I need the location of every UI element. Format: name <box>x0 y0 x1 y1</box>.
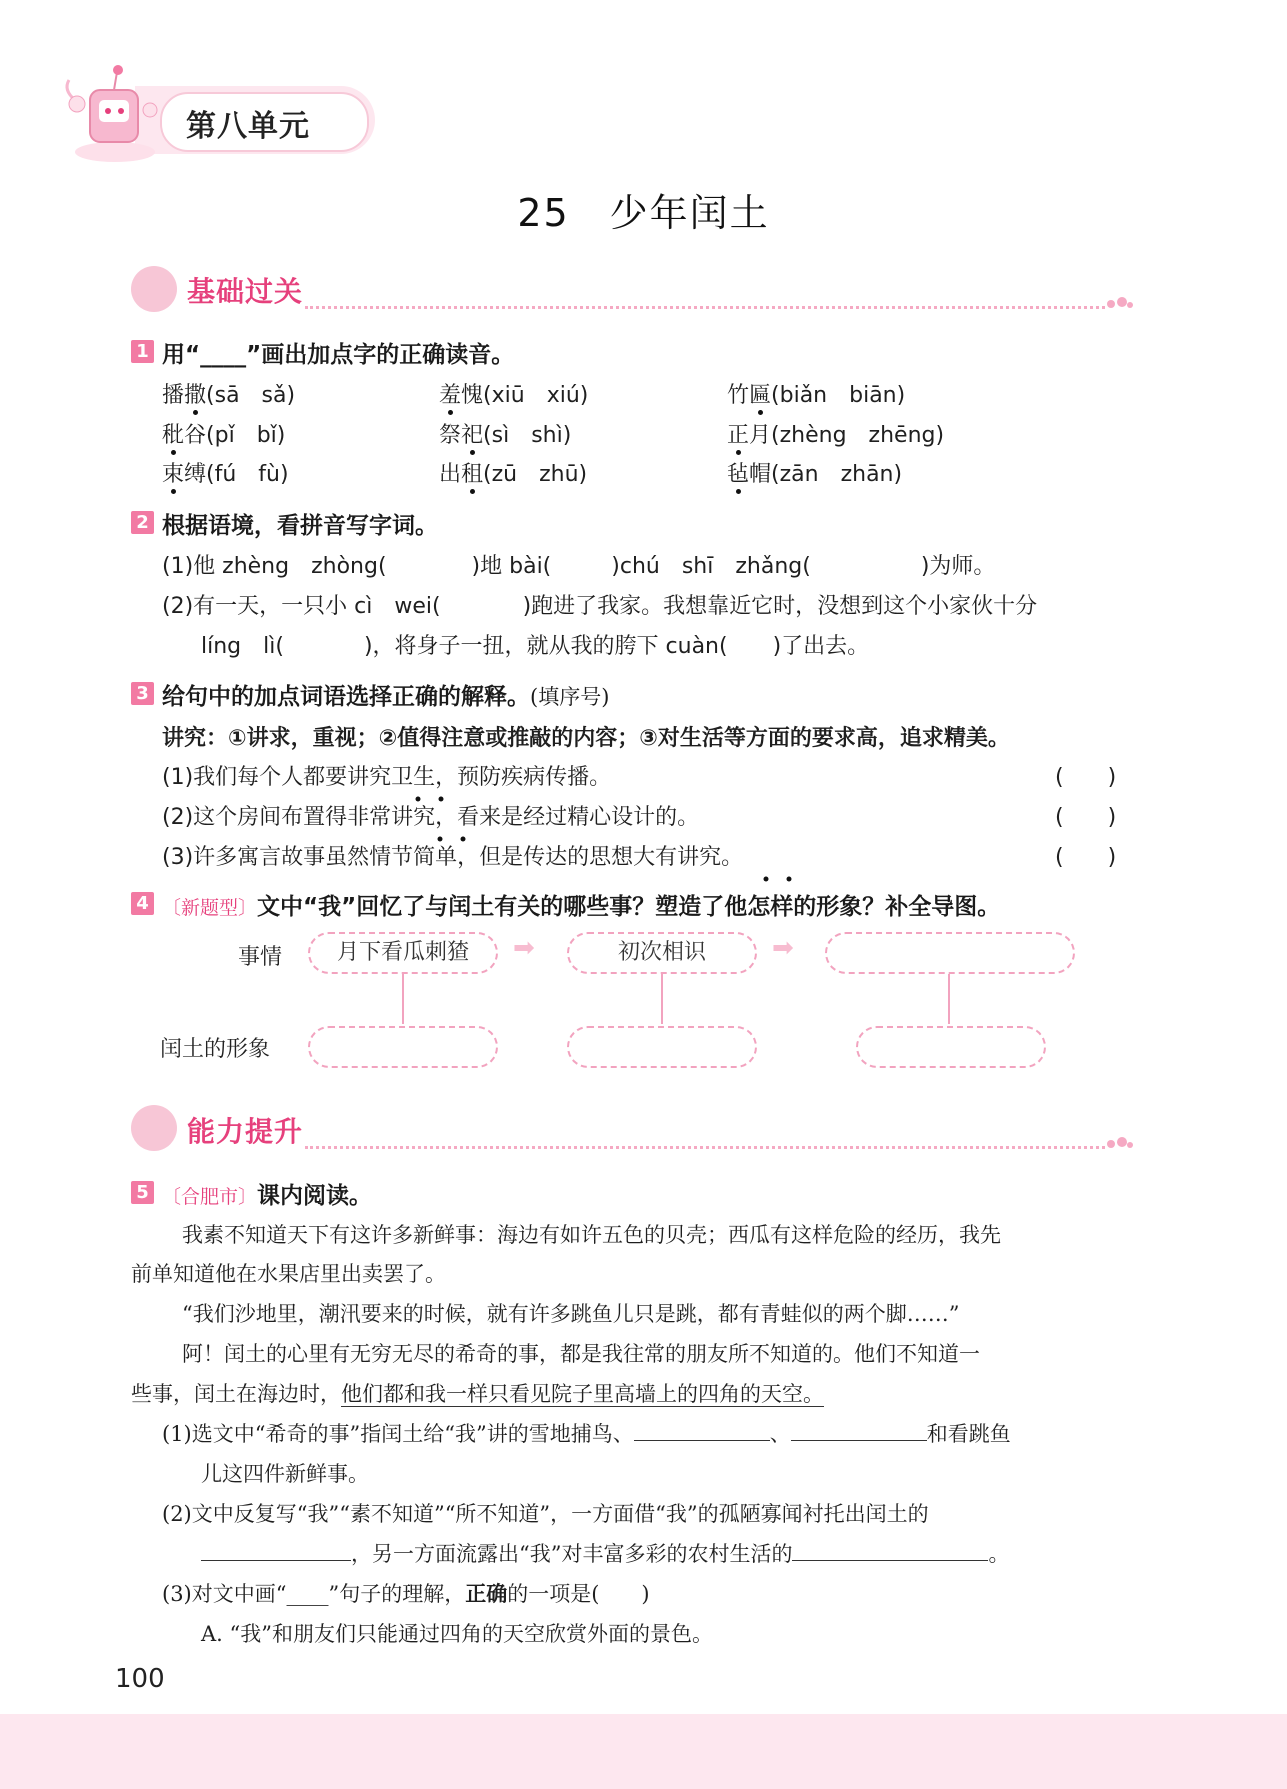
sentence-text: (2)这个房间布置得非常讲究，看来是经过精心设计的。 <box>162 805 700 830</box>
word-definition: 讲究：①讲求，重视；②值得注意或推敲的内容；③对生活等方面的要求高，追求精美。 <box>162 726 1010 751</box>
answer-blank[interactable] <box>791 1420 927 1441</box>
sentence-item <box>162 840 743 871</box>
image-box-blank[interactable] <box>308 1026 498 1068</box>
passage-paragraph: 我素不知道天下有这许多新鲜事：海边有如许五色的贝壳；西瓜有这样危险的经历，我先 <box>182 1223 1001 1247</box>
event-box-blank[interactable] <box>825 932 1075 974</box>
reading-item: 羞愧(xiū xiú) <box>439 383 589 408</box>
answer-blank[interactable] <box>634 1420 770 1441</box>
map-row-label-image: 闰土的形象 <box>160 1037 271 1062</box>
question-prompt: 用“____”画出加点字的正确读音。 <box>162 342 515 368</box>
passage-paragraph: 阿！闰土的心里有无穷无尽的希奇的事，都是我往常的朋友所不知道的。他们不知道一 <box>182 1342 980 1366</box>
question-number: 2 <box>131 511 154 534</box>
reading-item: 出租(zū zhū) <box>439 462 588 487</box>
question-tag: 〔合肥市〕 <box>162 1186 258 1208</box>
connector-line <box>948 974 950 1024</box>
reading-item: 竹匾(biǎn biān) <box>727 383 906 408</box>
sub-question: 儿这四件新鲜事。 <box>201 1462 369 1486</box>
reading-item: 播撒(sā sǎ) <box>162 383 296 408</box>
fill-line: líng lì( )，将身子一扭，就从我的胯下 cuàn( )了出去。 <box>201 634 870 659</box>
question-number: 3 <box>131 682 154 705</box>
sub-question: (1)选文中“希奇的事”指闰土给“我”讲的雪地捕鸟、 、 和看跳鱼 <box>162 1422 1011 1446</box>
event-box: 月下看瓜刺猹 <box>308 932 498 974</box>
passage-paragraph: “我们沙地里，潮汛要来的时候，就有许多跳鱼儿只是跳，都有青蛙似的两个脚……” <box>182 1302 960 1326</box>
student-avatar-icon <box>131 266 177 312</box>
reading-item: 秕谷(pǐ bǐ) <box>162 423 286 448</box>
sentence-item <box>162 760 611 791</box>
question-number: 1 <box>131 340 154 363</box>
underlined-sentence: 他们都和我一样只看见院子里高墙上的四角的天空。 <box>341 1382 824 1406</box>
fill-line: (2)有一天，一只小 cì wei( )跑进了我家。我想靠近它时，没想到这个小家伙十分 <box>162 594 1038 619</box>
question-prompt: 根据语境，看拼音写字词。 <box>162 513 438 539</box>
option-a[interactable]: A. “我”和朋友们只能通过四角的天空欣赏外面的景色。 <box>201 1622 713 1646</box>
section-divider <box>305 1146 1105 1149</box>
robot-mascot-icon <box>55 60 167 164</box>
page-number: 100 <box>115 1664 165 1694</box>
passage-paragraph: 些事，闰土在海边时，他们都和我一样只看见院子里高墙上的四角的天空。 <box>131 1382 824 1406</box>
question-tag: 〔新题型〕 <box>162 897 258 919</box>
question-prompt: 〔合肥市〕课内阅读。 <box>162 1183 373 1209</box>
student-avatar-icon <box>131 1105 177 1151</box>
sub-question: (2)文中反复写“我”“素不知道”“所不知道”，一方面借“我”的孤陋寡闻衬托出闰土的 <box>162 1502 929 1526</box>
unit-title: 第八单元 <box>186 109 310 144</box>
image-box-blank[interactable] <box>856 1026 1046 1068</box>
connector-line <box>661 974 663 1024</box>
sub-question: (3)对文中画“____”句子的理解，正确的一项是( ) <box>162 1581 650 1606</box>
image-box-blank[interactable] <box>567 1026 757 1068</box>
dots-decoration-icon <box>1105 296 1133 310</box>
question-prompt: 〔新题型〕文中“我”回忆了与闰土有关的哪些事？塑造了他怎样的形象？补全导图。 <box>162 894 1001 920</box>
dots-decoration-icon <box>1105 1136 1133 1150</box>
footer-band <box>0 1714 1287 1789</box>
section-divider <box>305 306 1105 309</box>
answer-blank[interactable] <box>792 1540 988 1561</box>
reading-item: 正月(zhèng zhēng) <box>727 423 945 448</box>
sentence-text: (3)许多寓言故事虽然情节简单，但是传达的思想大有讲究。 <box>162 845 744 870</box>
map-row-label-events: 事情 <box>238 945 283 970</box>
sentence-item <box>162 800 699 831</box>
arrow-right-icon: ➡ <box>772 933 794 963</box>
sub-question: ，另一方面流露出“我”对丰富多彩的农村生活的 。 <box>201 1538 1009 1568</box>
answer-paren[interactable]: ( ) <box>1055 765 1117 790</box>
answer-blank[interactable] <box>201 1540 351 1561</box>
emphasis-dots <box>761 868 795 887</box>
question-prompt: 给句中的加点词语选择正确的解释。(填序号) <box>162 684 610 710</box>
lesson-title: 25 少年闰土 <box>517 191 770 235</box>
fill-line: (1)他 zhèng zhòng( )地 bài( )chú shī zhǎng( )为师。 <box>162 554 996 579</box>
reading-item: 束缚(fú fù) <box>162 462 289 487</box>
question-hint: (填序号) <box>530 685 610 709</box>
section-title-basic: 基础过关 <box>187 275 304 308</box>
reading-item: 祭祀(sì shì) <box>439 423 572 448</box>
question-number: 4 <box>131 892 154 915</box>
arrow-right-icon: ➡ <box>513 933 535 963</box>
reading-item: 毡帽(zān zhān) <box>727 462 903 487</box>
passage-paragraph: 前单知道他在水果店里出卖罢了。 <box>131 1262 446 1286</box>
question-number: 5 <box>131 1181 154 1204</box>
section-title-ability: 能力提升 <box>187 1115 304 1148</box>
sentence-text: (1)我们每个人都要讲究卫生，预防疾病传播。 <box>162 765 612 790</box>
answer-paren[interactable]: ( ) <box>1055 805 1117 830</box>
event-box: 初次相识 <box>567 932 757 974</box>
connector-line <box>402 974 404 1024</box>
answer-paren[interactable]: ( ) <box>1055 845 1117 870</box>
